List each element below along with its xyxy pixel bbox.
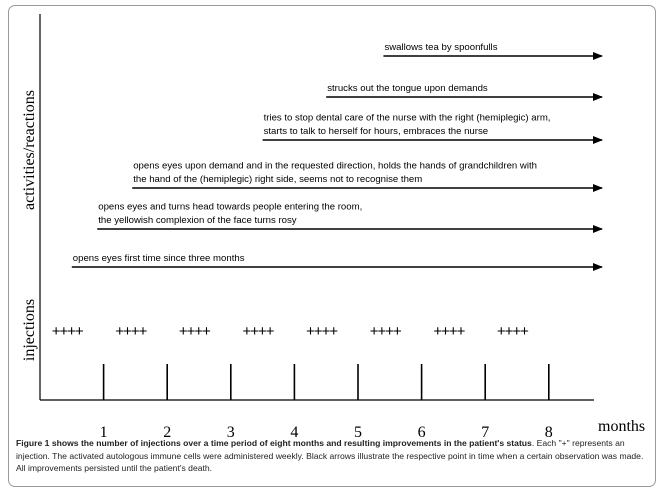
x-tick-label-6: 6 [417, 424, 426, 441]
x-tick-label-1: 1 [99, 424, 108, 441]
x-tick-label-2: 2 [163, 424, 172, 441]
observation-arrows [72, 42, 602, 267]
observation-label: opens eyes and turns head towards people entering the room, [98, 201, 363, 213]
observation [263, 113, 602, 141]
observation [383, 42, 602, 56]
observation [72, 253, 602, 267]
observation-label: swallows tea by spoonfulls [384, 42, 498, 53]
observation-label: tries to stop dental care of the nurse with the right (hemiplegic) arm, [263, 112, 551, 124]
observation-label: starts to talk to herself for hours, embraces the nurse [263, 126, 489, 137]
y-label-injections: injections [21, 298, 38, 362]
observation-label: strucks out the tongue upon demands [327, 83, 488, 94]
injection-mark: ++++ [433, 323, 465, 340]
x-tick-label-4: 4 [290, 424, 299, 441]
injection-mark: ++++ [115, 323, 147, 340]
figure-caption [16, 437, 648, 475]
injection-mark: ++++ [306, 323, 338, 340]
observation [97, 202, 602, 230]
observation-label: the yellowish complexion of the face turns rosy [98, 215, 297, 226]
observation-label: opens eyes first time since three months [72, 253, 245, 264]
x-tick-label-7: 7 [481, 424, 490, 441]
injection-mark: ++++ [369, 323, 401, 340]
observation [132, 161, 602, 189]
x-tick-label-8: 8 [544, 424, 553, 441]
caption-bold: Figure 1 shows the number of injections over a time period of eight months and resulting improvements in the patient's status [16, 438, 532, 448]
observation-label: opens eyes upon demand and in the requested direction, holds the hands of grandchildren with [133, 160, 537, 172]
y-label-activities: activities/reactions [21, 90, 38, 210]
observation-label: the hand of the (hemiplegic) right side, seems not to recognise them [133, 174, 423, 185]
injection-mark: ++++ [496, 323, 528, 340]
injection-mark: ++++ [242, 323, 274, 340]
x-ticks [100, 364, 553, 441]
injection-mark: ++++ [178, 323, 210, 340]
x-tick-label-3: 3 [226, 424, 235, 441]
x-axis-label: months [598, 418, 646, 435]
injection-mark: ++++ [51, 323, 83, 340]
caption-rest: . Each "+" represents an injection. The activated autologous immune cells were administered weekly. Black arrows illustrate the respective point in time when a certain observation was made. All improvements persisted until the patient's death. [16, 438, 644, 474]
observation [326, 83, 602, 97]
x-tick-label-5: 5 [354, 424, 362, 441]
injection-marks [52, 323, 529, 340]
